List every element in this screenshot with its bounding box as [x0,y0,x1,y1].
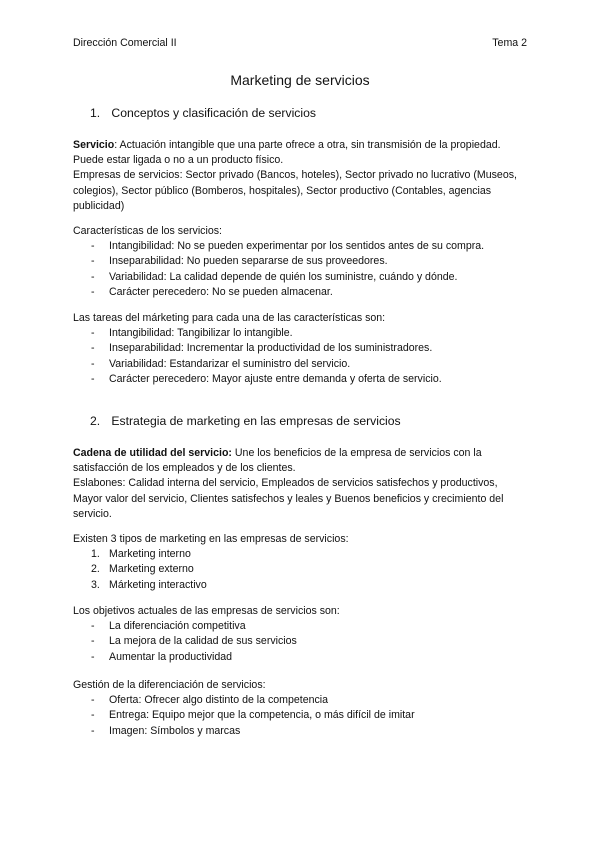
bullet-dash: - [91,357,95,370]
header-topic: Tema 2 [492,37,527,49]
list-item: - Imagen: Símbolos y marcas [73,724,528,739]
bullet-dash: - [91,372,95,385]
term-servicio: Servicio [73,139,115,151]
empresas-servicios: Empresas de servicios: Sector privado (Bancos, hoteles), Sector privado no lucrativo (Museos, colegios), Sector público (Bomberos, hospitales), Sector productivo (Contables, agencias publicidad) [73,169,517,212]
caracteristicas-intro: Características de los servicios: [73,225,222,237]
bullet-dash: - [91,255,95,268]
definition-servicio: : Actuación intangible que una parte ofrece a otra, sin transmisión de la propiedad. Puede estar ligada o no a un producto físico. [73,139,501,167]
list-number: 3. [91,578,100,591]
list-item: - Variabilidad: La calidad depende de quién los suministre, cuándo y dónde. [73,270,528,285]
tipos-block [73,532,528,593]
gestion-intro: Gestión de la diferenciación de servicios: [73,679,266,691]
eslabones: Eslabones: Calidad interna del servicio, Empleados de servicios satisfechos y productivos, Mayor valor del servicio, Clientes satisfechos y leales y Buenos beneficios y crecimiento del servicio. [73,477,504,520]
tipos-list [73,547,528,593]
section-1-heading [90,106,316,120]
tipos-intro: Existen 3 tipos de marketing en las empresas de servicios: [73,533,349,545]
header-course: Dirección Comercial II [73,37,177,49]
list-item: 2. Marketing externo [73,562,528,577]
list-item: - Carácter perecedero: No se pueden almacenar. [73,285,528,300]
section-2-heading [90,414,401,428]
section-number: 2. [90,414,101,428]
list-item: - Intangibilidad: No se pueden experimentar por los sentidos antes de su compra. [73,239,528,254]
bullet-dash: - [91,285,95,298]
bullet-dash: - [91,724,95,737]
servicio-definition [73,138,528,214]
term-cadena: Cadena de utilidad del servicio: [73,447,232,459]
caracteristicas-block [73,224,528,300]
page-header [73,37,527,51]
bullet-dash: - [91,327,95,340]
document-title: Marketing de servicios [230,72,370,88]
bullet-dash: - [91,620,95,633]
bullet-dash: - [91,694,95,707]
section-number: 1. [90,106,101,120]
bullet-dash: - [91,270,95,283]
list-item: - Inseparabilidad: No pueden separarse de sus proveedores. [73,254,528,269]
list-item: 3. Márketing interactivo [73,578,528,593]
caracteristicas-list [73,239,528,300]
objetivos-list [73,619,528,665]
tareas-block [73,311,528,387]
list-item: - Entrega: Equipo mejor que la competencia, o más difícil de imitar [73,708,528,723]
bullet-dash: - [91,709,95,722]
cadena-definition [73,446,528,522]
list-item: - Variabilidad: Estandarizar el suministro del servicio. [73,357,528,372]
list-item: - Aumentar la productividad [73,650,528,665]
objetivos-block [73,604,528,665]
list-item: - Oferta: Ofrecer algo distinto de la competencia [73,693,528,708]
bullet-dash: - [91,635,95,648]
list-item: - Carácter perecedero: Mayor ajuste entre demanda y oferta de servicio. [73,372,528,387]
definition-cadena: Une los beneficios de la empresa de servicios con la satisfacción de los empleados y de los clientes. [73,447,482,475]
bullet-dash: - [91,240,95,253]
list-number: 1. [91,548,100,561]
gestion-block [73,678,528,739]
objetivos-intro: Los objetivos actuales de las empresas de servicios son: [73,605,340,617]
tareas-list [73,326,528,387]
gestion-list [73,693,528,739]
bullet-dash: - [91,342,95,355]
list-item: - Inseparabilidad: Incrementar la productividad de los suministradores. [73,341,528,356]
bullet-dash: - [91,650,95,663]
section-title: Conceptos y clasificación de servicios [111,106,316,120]
tareas-intro: Las tareas del márketing para cada una de las características son: [73,312,386,324]
list-item: 1. Marketing interno [73,547,528,562]
list-item: - La mejora de la calidad de sus servicios [73,634,528,649]
list-number: 2. [91,563,100,576]
section-title: Estrategia de marketing en las empresas de servicios [111,414,401,428]
list-item: - La diferenciación competitiva [73,619,528,634]
list-item: - Intangibilidad: Tangibilizar lo intangible. [73,326,528,341]
